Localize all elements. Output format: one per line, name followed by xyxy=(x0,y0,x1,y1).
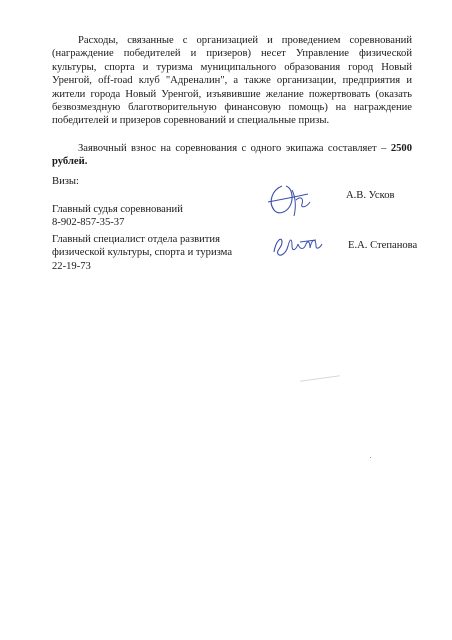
fee-amount: 2500 рублей. xyxy=(52,143,412,168)
fee-text: Заявочный взнос на соревнования с одного экипажа составляет – xyxy=(78,143,391,154)
signatory-2-title-line-2: физической культуры, спорта и туризма xyxy=(52,247,233,259)
fee-paragraph xyxy=(52,142,412,169)
signatory-2-phone: 22-19-73 xyxy=(52,260,91,272)
signature-1-image xyxy=(262,180,314,220)
signatory-2-block xyxy=(52,233,232,273)
signatory-1-name: А.В. Усков xyxy=(346,190,395,201)
scan-artifact-line xyxy=(300,375,340,382)
signatory-2-title-line-1: Главный специалист отдела развития xyxy=(52,234,220,245)
visas-label: Визы: xyxy=(52,176,79,187)
scan-artifact-speck xyxy=(370,457,371,458)
signatory-2-name: Е.А. Степанова xyxy=(348,240,418,251)
signatory-1-title: Главный судья соревнований xyxy=(52,204,183,215)
expenses-paragraph: Расходы, связанные с организацией и проведением соревнований (награждение победителей и призеров) несет Управление физической культуры, спорта и туризма муниципального образования город Новый Уренгой, off-road клуб "Адреналин", а также организации, предприятия и жители города Новый Уренгой, изъявившие желание пожертвовать (оказать безвозмездную благотворительную финансовую помощь) на награждение победителей и призеров соревнований и специальные призы. xyxy=(52,35,412,127)
signatory-1-phone: 8-902-857-35-37 xyxy=(52,217,125,229)
signatory-1-block xyxy=(52,203,183,230)
signature-2-image xyxy=(270,232,332,260)
